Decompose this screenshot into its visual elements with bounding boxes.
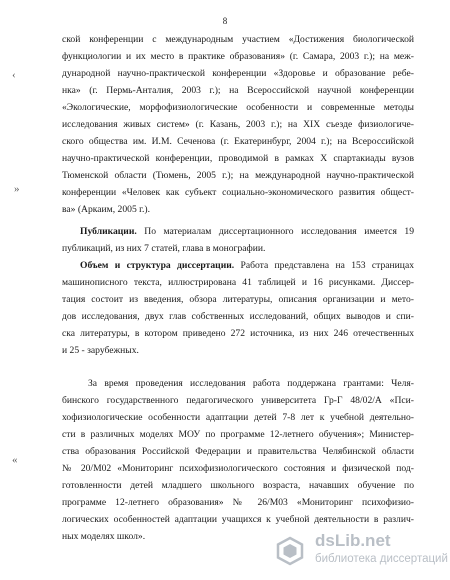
page-number: 8 [222, 16, 228, 26]
watermark [275, 531, 448, 571]
margin-mark: » [14, 183, 20, 195]
text-line: дународной научно-практической конференции «Здоровье и образование ребе- [62, 68, 414, 79]
text-line: хофизиологические особенности адаптации детей 7-8 лет к учебной деятельно- [62, 412, 414, 423]
text-line: готовленности детей младшего школьного возраста, начавших обучение по [62, 480, 414, 491]
text-line: исследования живых систем» (г. Казань, 2003 г.); на XIX съезде физиологиче- [62, 119, 414, 130]
text-line: ской конференции с международным участием «Достижения биологической [62, 34, 414, 45]
text-line: ского общества им. И.М. Сеченова (г. Екатеринбург, 2004 г.); на Всероссийской [62, 136, 414, 147]
watermark-tagline: библиотека диссертаций [315, 553, 448, 565]
watermark-domain: dsLib.net [315, 531, 391, 550]
margin-mark: « [12, 454, 18, 466]
publications-heading: Публикации. [80, 226, 137, 237]
publications-text: По материалам диссертационного исследования имеется 19 [136, 226, 414, 237]
dslib-logo-icon [275, 536, 305, 566]
text-line: дов исследования, двух глав собственных исследований, общих выводов и спи- [62, 311, 414, 322]
text-line: «Экологические, морфофизиологические особенности и современные методы [62, 102, 414, 113]
text-line [80, 259, 414, 272]
text-line: и 25 - зарубежных. [62, 345, 139, 356]
text-line: тация состоит из введения, обзора литературы, описания организации и мето- [62, 294, 414, 305]
text-line: ва» (Аркаим, 2005 г.). [62, 204, 150, 215]
text-line: сти в различных моделях МОУ по программе 12-летнего обучения»; Министер- [62, 429, 414, 440]
text-line [80, 225, 414, 238]
text-line: программе 12-летнего образования» № 26/М03 «Мониторинг психофизио- [62, 497, 414, 508]
text-line: бинского государственного педагогического университета Гр-Г 48/02/А «Пси- [62, 395, 414, 406]
text-line: ных моделях школ». [62, 531, 146, 542]
text-line: логических особенностей адаптации учащихся к учебной деятельности в различ- [62, 514, 414, 525]
text-line: За время проведения исследования работа поддержана грантами: Челя- [88, 378, 414, 389]
text-line: ска литературы, в котором приведено 272 источника, из них 246 отечественных [62, 328, 414, 339]
text-line: публикаций, из них 7 статей, глава в монографии. [62, 243, 266, 254]
structure-heading: Объем и структура диссертации. [80, 260, 235, 271]
text-line: конференции «Человек как субъект социально-экономического развития общест- [62, 187, 414, 198]
text-line: Тюменской области (Тюмень, 2005 г.); на международной научно-практической [62, 170, 414, 181]
text-line: ства образования Российской Федерации и правительства Челябинской области [62, 446, 414, 457]
text-line: нка» (г. Пермь-Анталия, 2003 г.); на Всероссийской научной конференции [62, 85, 414, 96]
text-line: функциологии и их место в практике образования» (г. Самара, 2003 г.); на меж- [62, 51, 414, 62]
text-line: машинописного текста, иллюстрирована 41 таблицей и 16 рисунками. Диссер- [62, 277, 414, 288]
margin-mark: ‹ [12, 69, 16, 81]
text-line: № 20/М02 «Мониторинг психофизиологического состояния и физической под- [62, 463, 414, 474]
structure-text: Работа представлена на 153 страницах [234, 260, 414, 271]
text-line: научно-практической конференции, проводимой в рамках Х спартакиады вузов [62, 153, 414, 164]
